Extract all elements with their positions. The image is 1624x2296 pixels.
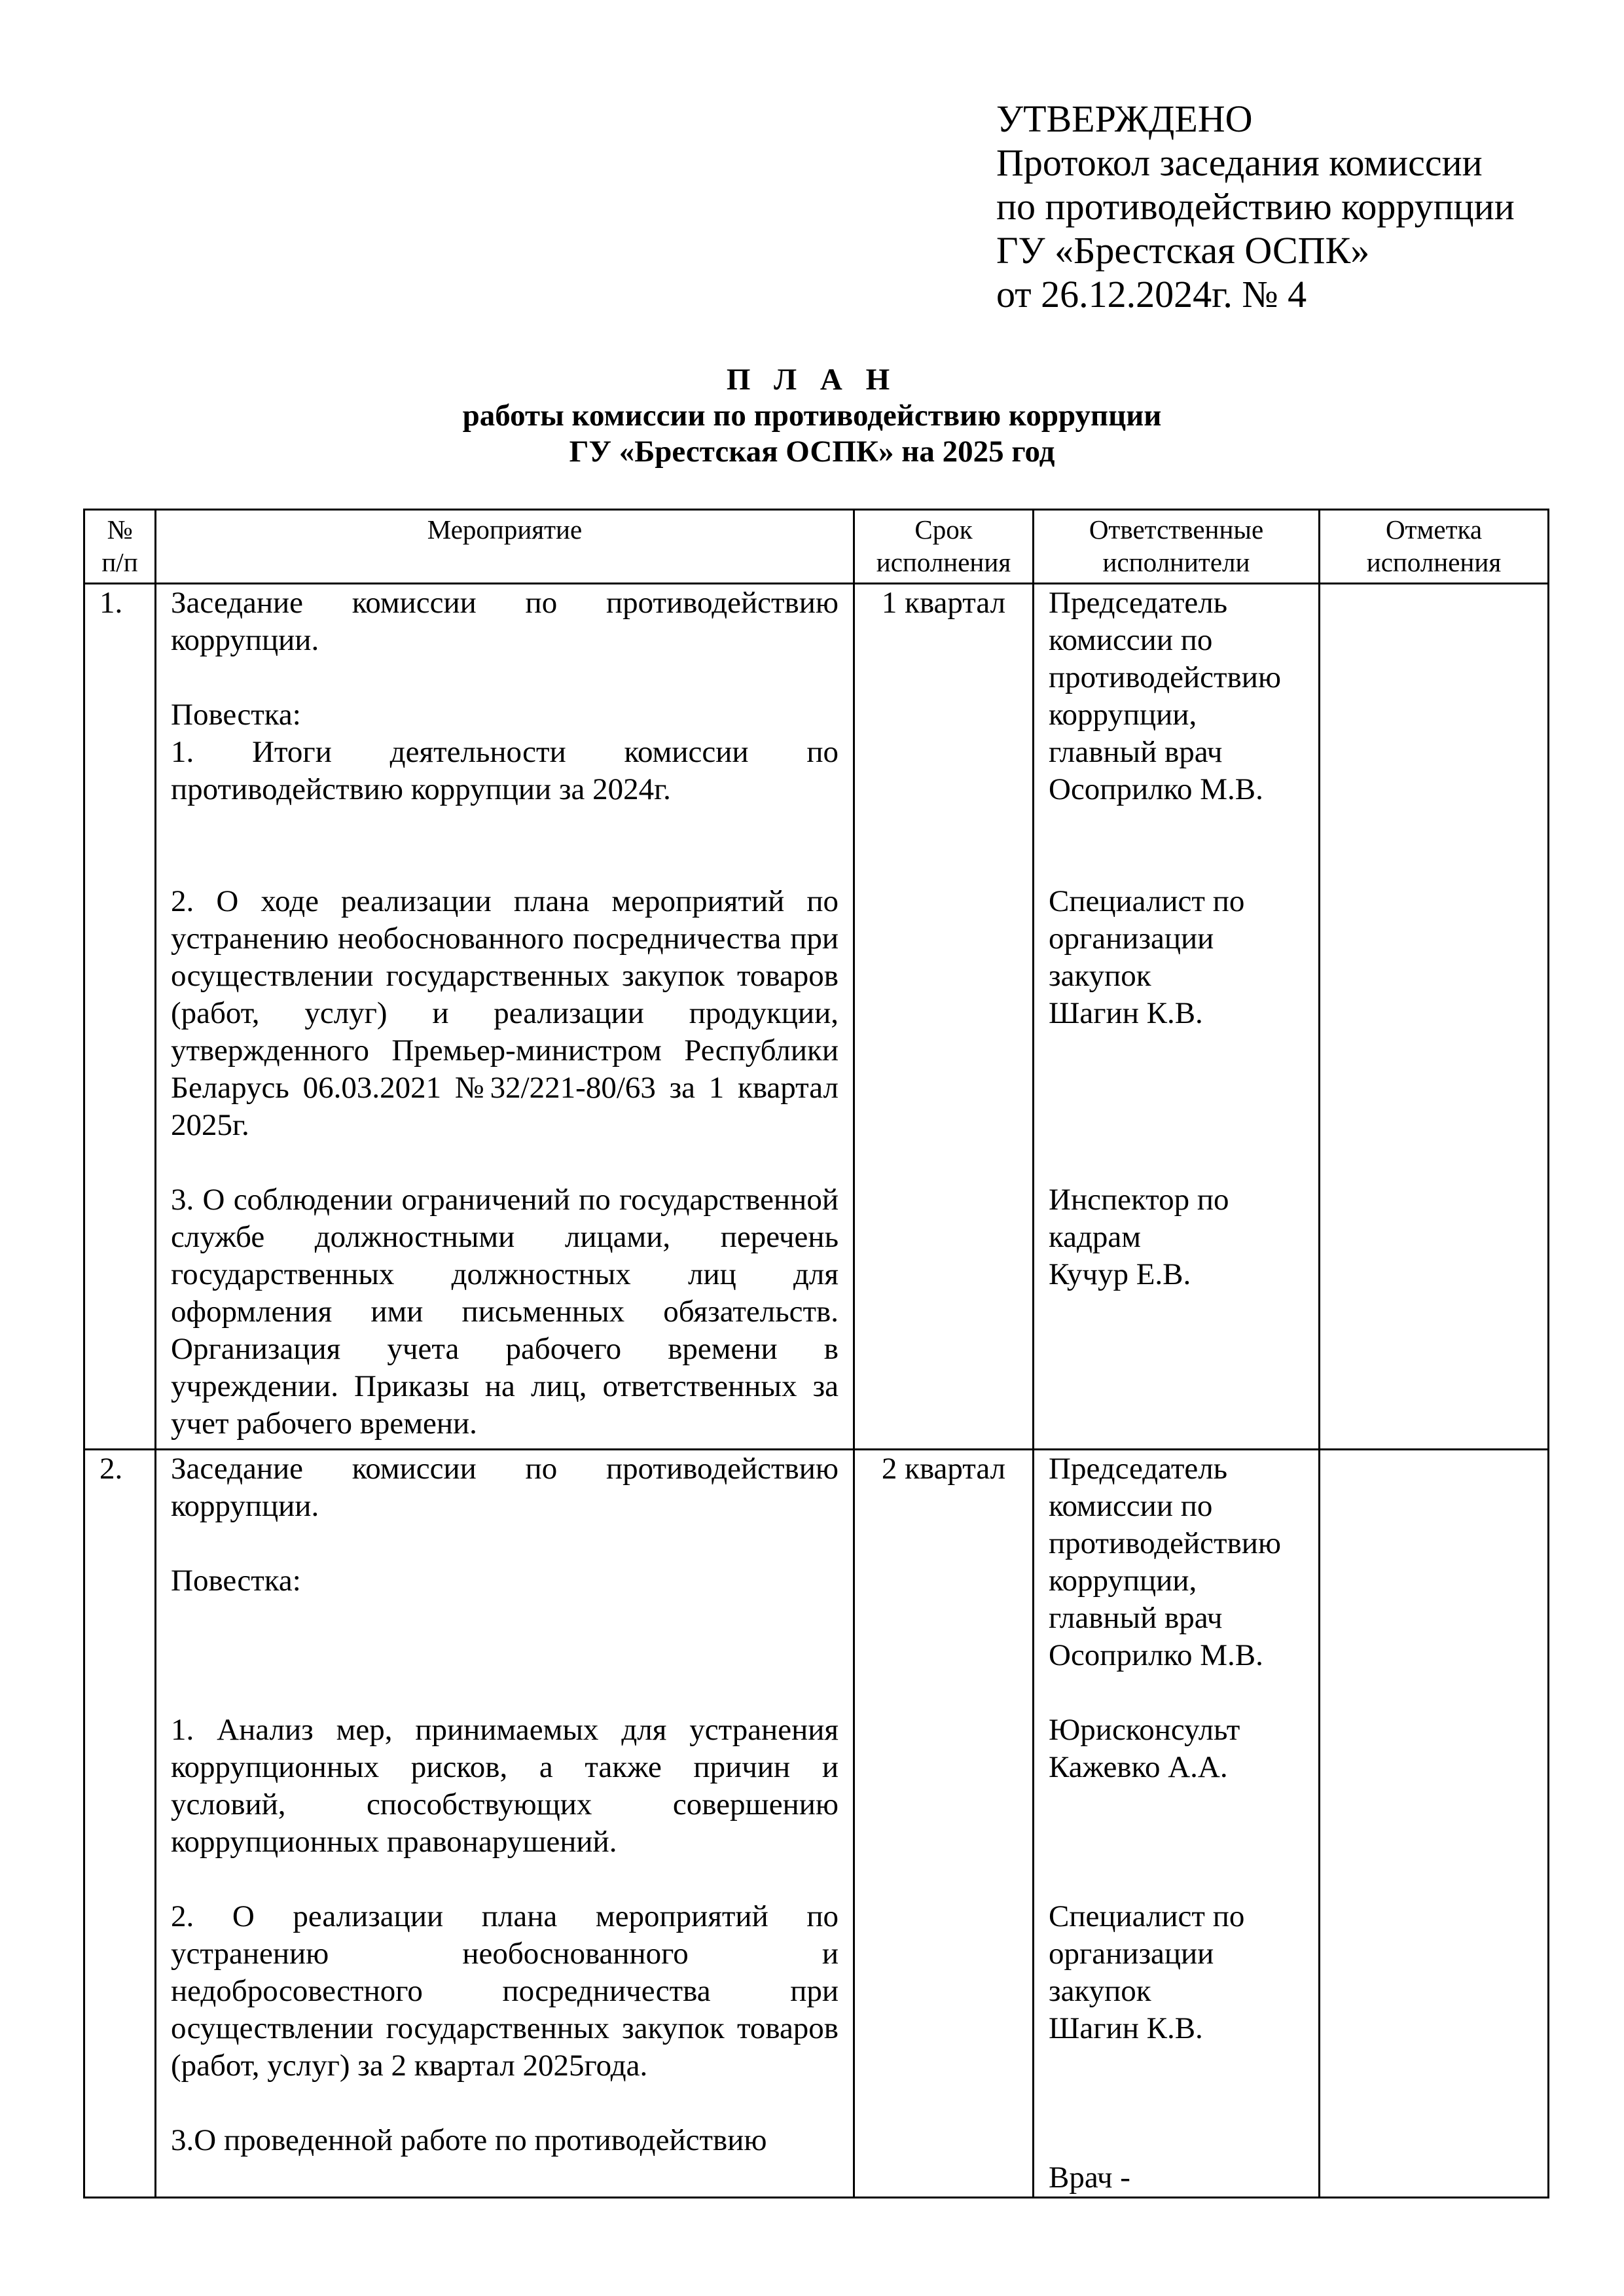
row-responsible: Председатель комиссии по противодействию коррупции, главный врач Осоприлко М.В. Юрисконсульт Кажевко А.А. Специалист по организации закупок Шагин К.В. Врач -: [1034, 1450, 1320, 2198]
title-subtitle: работы комиссии по противодействию коррупции: [462, 399, 1162, 433]
row-event: [156, 1450, 854, 2198]
approval-commission: по противодействию коррупции: [996, 185, 1515, 228]
row-term: 1 квартал: [854, 584, 1034, 1450]
row-event: [156, 584, 854, 1450]
header-number: № п/п: [84, 510, 156, 584]
header-responsible: Ответственные исполнители: [1034, 510, 1320, 584]
row-completion-mark: [1320, 584, 1549, 1450]
row-number: 2.: [84, 1450, 156, 2198]
row-responsible: Председатель комиссии по противодействию коррупции, главный врач Осоприлко М.В. Специалист по организации закупок Шагин К.В. Инспектор по кадрам Кучур Е.В.: [1034, 584, 1320, 1450]
agenda-item-3: 3.О проведенной работе по противодействию: [171, 2123, 767, 2157]
agenda-item-1: 1. Итоги деятельности комиссии по противодействию коррупции за 2024г.: [171, 735, 839, 806]
header-event: Мероприятие: [156, 510, 854, 584]
event-intro: Заседание комиссии по противодействию коррупции.: [171, 586, 839, 657]
table-row: [84, 1450, 1549, 2198]
table-row: [84, 584, 1549, 1450]
title-organization-year: ГУ «Брестская ОСПК» на 2025 год: [569, 435, 1055, 469]
approval-heading: УТВЕРЖДЕНО: [996, 98, 1253, 140]
document-title: [0, 362, 1624, 470]
event-agenda: Повестка:: [171, 1564, 301, 1598]
table-header-row: [84, 510, 1549, 584]
event-agenda: Повестка:: [171, 698, 301, 732]
row-completion-mark: [1320, 1450, 1549, 2198]
header-completion-mark: Отметка исполнения: [1320, 510, 1549, 584]
title-plan: П Л А Н: [726, 363, 898, 397]
approval-organization: ГУ «Брестская ОСПК»: [996, 229, 1370, 272]
agenda-item-3: 3. О соблюдении ограничений по государственной службе должностными лицами, перечень государственных должностных лиц для оформления ими письменных обязательств. Организация учета рабочего времени в учреждении. Приказы на лиц, ответственных за учет рабочего времени.: [171, 1183, 839, 1441]
header-term: Срок исполнения: [854, 510, 1034, 584]
event-intro: Заседание комиссии по противодействию коррупции.: [171, 1452, 839, 1523]
approval-protocol: Протокол заседания комиссии: [996, 141, 1483, 184]
approval-date: от 26.12.2024г. № 4: [996, 273, 1307, 315]
agenda-item-2: 2. О реализации плана мероприятий по устранению необоснованного и недобросовестного посредничества при осуществлении государственных закупок товаров (работ, услуг) за 2 квартал 2025года.: [171, 1899, 839, 2083]
agenda-item-2: 2. О ходе реализации плана мероприятий по устранению необоснованного посредничества при осуществлении государственных закупок товаров (работ, услуг) и реализации продукции, утвержденного Премьер-министром Республики Беларусь 06.03.2021 №32/221-80/63 за 1 квартал 2025г.: [171, 884, 839, 1142]
plan-table: [83, 509, 1549, 2198]
approval-stamp: [996, 97, 1515, 316]
row-number: 1.: [84, 584, 156, 1450]
agenda-item-1: 1. Анализ мер, принимаемых для устранения коррупционных рисков, а также причин и условий, способствующих совершению коррупционных правонарушений.: [171, 1713, 839, 1859]
row-term: 2 квартал: [854, 1450, 1034, 2198]
